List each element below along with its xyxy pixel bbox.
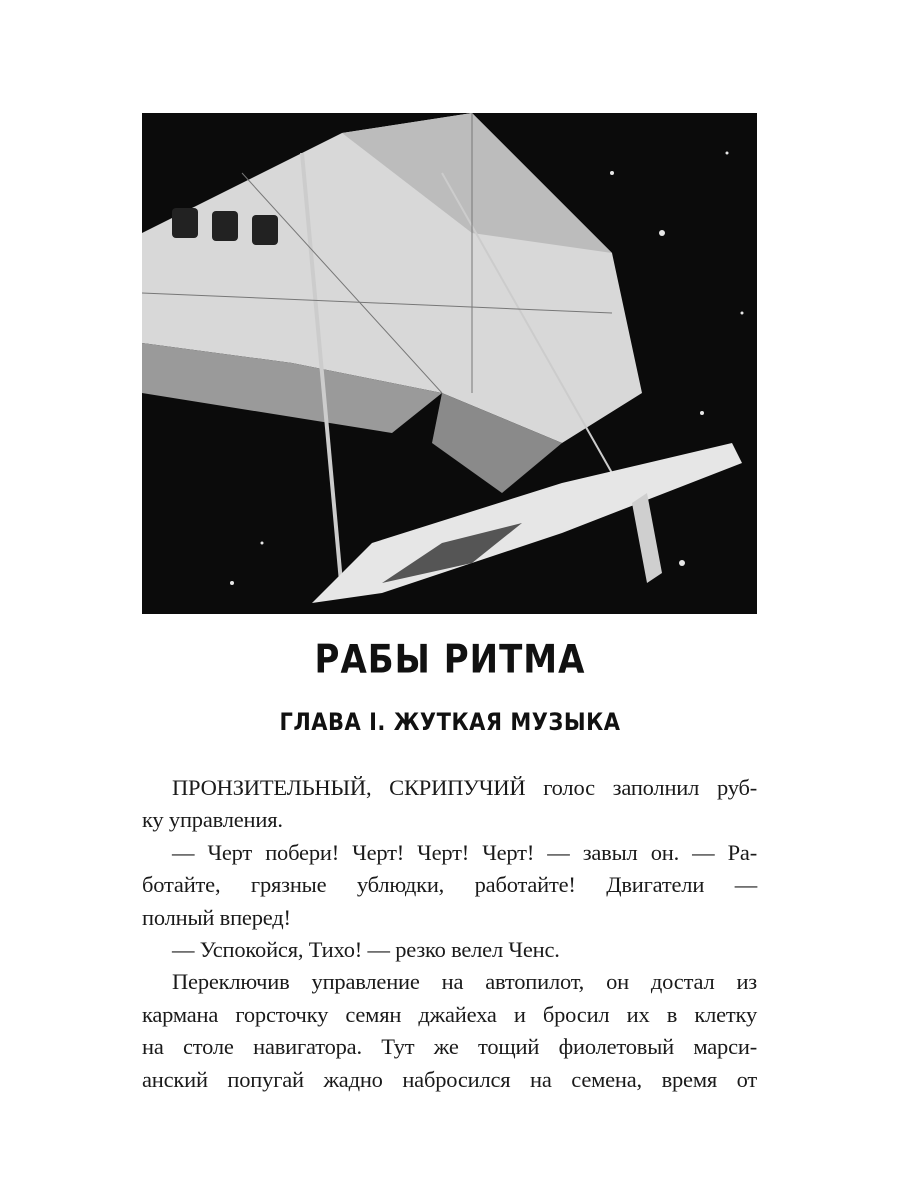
body-text (142, 772, 757, 1096)
text-line: ботайте, грязные ублюдки, работайте! Двигатели — (142, 872, 757, 898)
illustration-drawing (142, 113, 757, 614)
text-line: полный вперед! (142, 904, 291, 930)
chapter-heading: ГЛАВА I. ЖУТКАЯ МУЗЫКА (279, 708, 621, 736)
text-line: анский попугай жадно набросился на семена, время от (142, 1066, 757, 1092)
text-line: на столе навигатора. Тут же тощий фиолетовый марси- (142, 1034, 757, 1060)
text-line: кармана горсточку семян джайеха и бросил их в клетку (142, 1001, 757, 1027)
story-title: РАБЫ РИТМА (314, 637, 586, 683)
spaceship-illustration (142, 113, 757, 614)
text-line: — Черт побери! Черт! Черт! Черт! — завыл он. — Ра- (172, 839, 757, 865)
text-line: Переключив управление на автопилот, он достал из (172, 969, 757, 995)
text-line: — Успокойся, Тихо! — резко велел Ченс. (172, 936, 560, 962)
text-line: ПРОНЗИТЕЛЬНЫЙ, СКРИПУЧИЙ голос заполнил руб- (172, 775, 757, 800)
text-line: ку управления. (142, 807, 283, 833)
